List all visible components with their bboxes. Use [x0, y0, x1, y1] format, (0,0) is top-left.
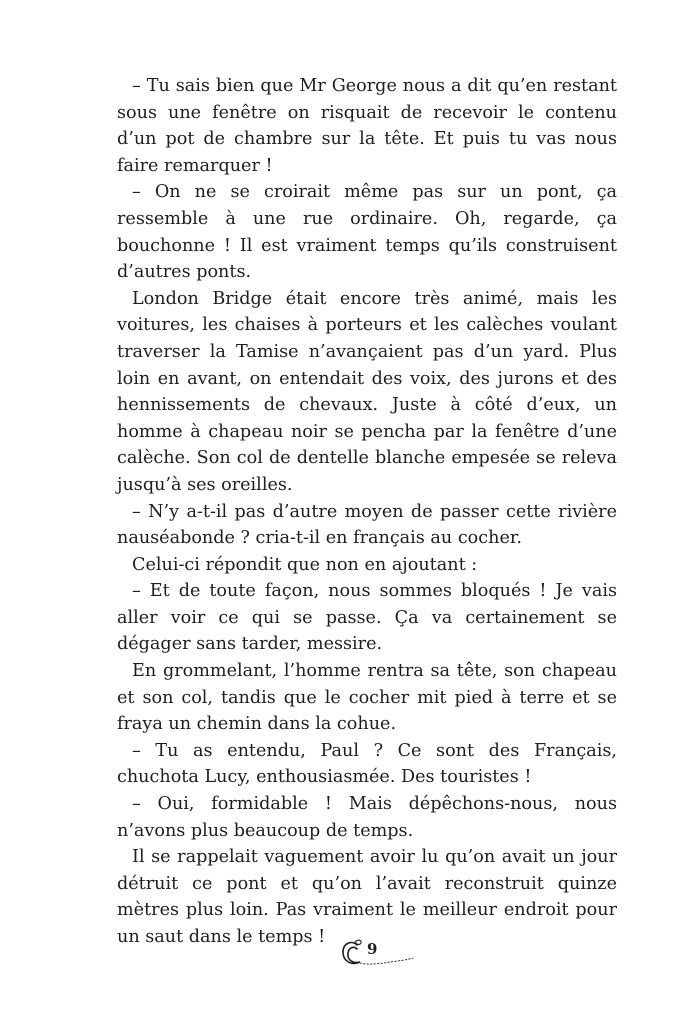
- paragraph: – N’y a-t-il pas d’autre moyen de passer cette rivière nauséabonde ? cria-t-il en français au cocher.: [117, 501, 617, 549]
- paragraph: – Et de toute façon, nous sommes bloqués ! Je vais aller voir ce qui se passe. Ça va certainement se dégager sans tarder, messire.: [117, 581, 617, 655]
- page-footer: [340, 938, 420, 970]
- paragraph: – Tu as entendu, Paul ? Ce sont des Français, chuchota Lucy, enthousiasmée. Des touristes !: [117, 740, 617, 788]
- paragraph: Celui-ci répondit que non en ajoutant :: [132, 554, 478, 575]
- paragraph: Il se rappelait vaguement avoir lu qu’on avait un jour détruit ce pont et qu’on l’avait reconstruit quinze mètres plus loin. Pas vraiment le meilleur endroit pour un saut dans le temps !: [117, 847, 617, 947]
- page-number: 9: [367, 940, 378, 958]
- body-text: [117, 73, 617, 951]
- paragraph: – On ne se croirait même pas sur un pont, ça ressemble à une rue ordinaire. Oh, regarde, ça bouchonne ! Il est vraiment temps qu’ils construisent d’autres ponts.: [117, 182, 617, 283]
- paragraph: London Bridge était encore très animé, mais les voitures, les chaises à porteurs et les calèches voulant traverser la Tamise n’avançaient pas d’un yard. Plus loin en avant, on entendait des voix, des jurons et des hennissements de chevaux. Juste à côté d’eux, un homme à chapeau noir se pencha par la fenêtre d’une calèche. Son col de dentelle blanche empesée se releva jusqu’à ses oreilles.: [117, 288, 617, 495]
- paragraph: – Tu sais bien que Mr George nous a dit qu’en restant sous une fenêtre on risquait de recevoir le contenu d’un pot de chambre sur la tête. Et puis tu vas nous faire remarquer !: [117, 76, 617, 176]
- paragraph: – Oui, formidable ! Mais dépêchons-nous, nous n’avons plus beaucoup de temps.: [117, 794, 617, 841]
- paragraph: En grommelant, l’homme rentra sa tête, son chapeau et son col, tandis que le cocher mit pied à terre et se fraya un chemin dans la cohue.: [117, 661, 617, 735]
- swirl-ornament-icon: [340, 938, 420, 970]
